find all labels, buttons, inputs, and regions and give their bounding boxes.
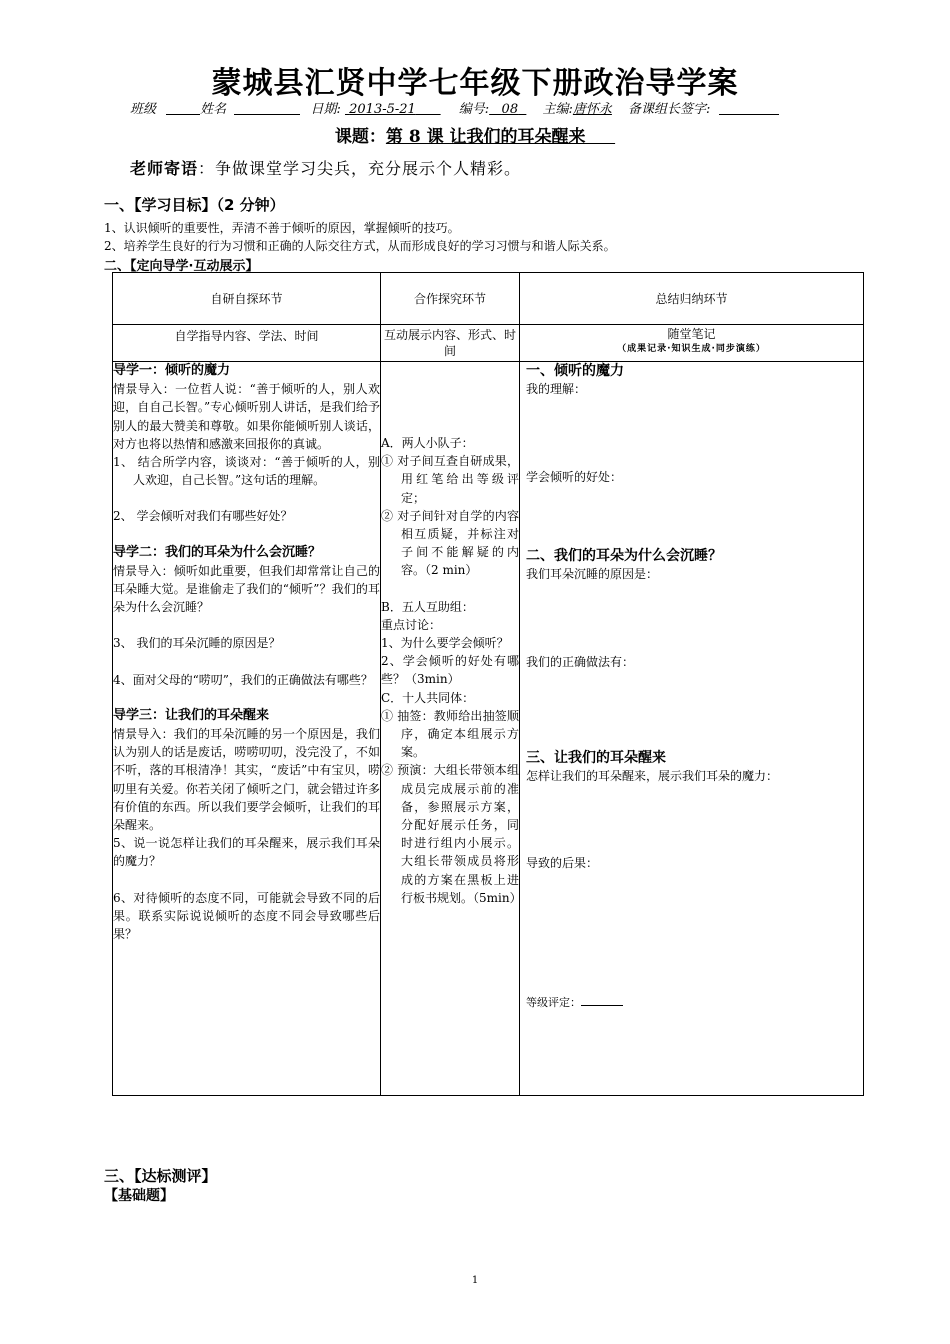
col3-content (520, 362, 864, 1096)
motto-text: ：争做课堂学习尖兵，充分展示个人精彩。 (198, 159, 522, 178)
guide2-intro: 情景导入：倾听如此重要，但我们却常常让自己的耳朵睡大觉。是谁偷走了我们的“倾听”？我们的耳朵为什么会沉睡？ (113, 563, 380, 615)
class-blank[interactable] (166, 102, 200, 115)
question-5: 5、说一说怎样让我们的耳朵醒来，展示我们耳朵的魔力？ (113, 836, 380, 869)
goal-2: 2、培养学生良好的行为习惯和正确的人际交往方式，从而形成良好的学习习惯与和谐人际关系。 (104, 239, 616, 253)
notes-consequences: 导致的后果： (526, 855, 599, 870)
col1-subheader: 自学指导内容、学法、时间 (113, 325, 381, 362)
question-2: 2、 学会倾听对我们有哪些好处？ (113, 509, 293, 524)
editor-label: 主编: (542, 102, 573, 117)
section2-heading: 二、【定向导学·互动展示】 (104, 259, 259, 274)
notes-heading-2: 二、我们的耳朵为什么会沉睡？ (526, 547, 722, 564)
section3-sub: 【基础题】 (104, 1188, 174, 1204)
col2-header: 合作探究环节 (381, 273, 520, 325)
signature-blank[interactable] (719, 102, 779, 115)
grade-blank[interactable] (581, 995, 623, 1006)
part-a-item-1: ① 对子间互查自研成果，用红笔给出等级评定； (381, 454, 519, 505)
info-line (130, 98, 779, 117)
col1-content (113, 362, 381, 1096)
part-a-title: A．两人小队子： (381, 436, 474, 450)
name-blank[interactable] (234, 102, 300, 115)
notes-benefits: 学会倾听的好处： (526, 470, 623, 485)
notes-correct-ways: 我们的正确做法有： (526, 655, 635, 670)
guide1-intro: 情景导入：一位哲人说：“善于倾听的人，别人欢迎，自自己长智。”专心倾听别人讲话，是我们给予别人的最大赞美和尊敬。如果你能倾听别人谈话，对方也将以热情和感激来回报你的真诚。 (113, 382, 380, 451)
col2-subheader: 互动展示内容、形式、时间 (381, 325, 520, 362)
part-b-title: B．五人互助组： (381, 599, 474, 614)
goal-1: 1、认识倾听的重要性，弄清不善于倾听的原因，掌握倾听的技巧。 (104, 221, 460, 235)
date-label: 日期: (310, 102, 341, 117)
part-c-title: C．十人共同体： (381, 690, 475, 705)
guide1-title: 导学一：倾听的魔力 (113, 363, 231, 378)
grade-evaluation: 等级评定： (526, 994, 863, 1012)
section3-heading: 三、【达标测评】 (104, 1167, 217, 1185)
class-label: 班级 (130, 102, 157, 117)
section1-heading: 一、【学习目标】（2 分钟） (104, 196, 285, 214)
page-number: 1 (471, 1275, 479, 1286)
col3-header: 总结归纳环节 (520, 273, 864, 325)
editor-value: 唐怀永 (572, 102, 612, 117)
lesson-title: 课题：第 8 课 让我们的耳朵醒来 (334, 127, 586, 147)
part-a-item-2: ② 对子间针对自学的内容相互质疑，并标注对子间不能解疑的内容。（2 min） (381, 508, 519, 578)
signature-label: 备课组长签字: (628, 102, 711, 117)
question-4: 4、面对父母的“唠叨”，我们的正确做法有哪些？ (113, 672, 373, 687)
number-value: 08 (501, 102, 519, 117)
question-1: 1、 结合所学内容，谈谈对：“善于倾听的人，别人欢迎，自己长智。”这句话的理解。 (113, 455, 380, 488)
date-value: 2013-5-21 (349, 102, 416, 117)
part-b-focus: 重点讨论： (381, 617, 442, 632)
guide-table (112, 272, 864, 1096)
notes-reasons: 我们耳朵沉睡的原因是： (526, 566, 659, 581)
name-label: 姓名 (200, 102, 227, 117)
question-6: 6、对待倾听的态度不同，可能就会导致不同的后果。联系实际说说倾听的态度不同会导致哪些后果？ (113, 890, 380, 942)
number-label: 编号: (458, 102, 490, 117)
notes-heading-3: 三、让我们的耳朵醒来 (526, 750, 666, 767)
guide2-title: 导学二：我们的耳朵为什么会沉睡？ (113, 544, 322, 560)
notes-understanding: 我的理解： (526, 382, 587, 397)
notes-heading-1: 一、倾听的魔力 (526, 363, 624, 379)
question-3: 3、 我们的耳朵沉睡的原因是？ (113, 636, 281, 651)
page-title: 蒙城县汇贤中学七年级下册政治导学案 (211, 66, 739, 101)
guide3-title: 导学三：让我们的耳朵醒来 (113, 707, 270, 723)
col3-subheader-note: （成果记录·知识生成·同步演练） (617, 344, 766, 354)
col3-subheader: 随堂笔记 （成果记录·知识生成·同步演练） (520, 325, 864, 362)
teacher-motto (130, 156, 521, 179)
part-c-item-2: ② 预演：大组长带领本组成员完成展示前的准备，参照展示方案，分配好展示任务，同时进行组内小展示。大组长带领成员将形成的方案在黑板上进行板书规划。（5min） (381, 763, 522, 905)
col2-content (381, 362, 520, 1096)
col1-header: 自研自探环节 (113, 273, 381, 325)
motto-label: 老师寄语 (130, 159, 199, 178)
guide3-intro: 情景导入：我们的耳朵沉睡的另一个原因是，我们认为别人的话是废话，唠唠叨叨，没完没了，不如不听，落的耳根清净！其实，“废话”中有宝贝，唠叨里有关爱。你若关闭了倾听之门，就会错过许多有价值的东西。所以我们要学会倾听，让我们的耳朵醒来。 (113, 727, 380, 833)
notes-how-to-wake: 怎样让我们的耳朵醒来，展示我们耳朵的魔力： (526, 769, 779, 784)
part-b-item-1: 1、为什么要学会倾听？ (381, 636, 509, 651)
part-c-item-1: ① 抽签：教师给出抽签顺序，确定本组展示方案。 (381, 708, 519, 760)
part-b-item-2: 2、学会倾听的好处有哪些？（3min） (381, 654, 519, 687)
